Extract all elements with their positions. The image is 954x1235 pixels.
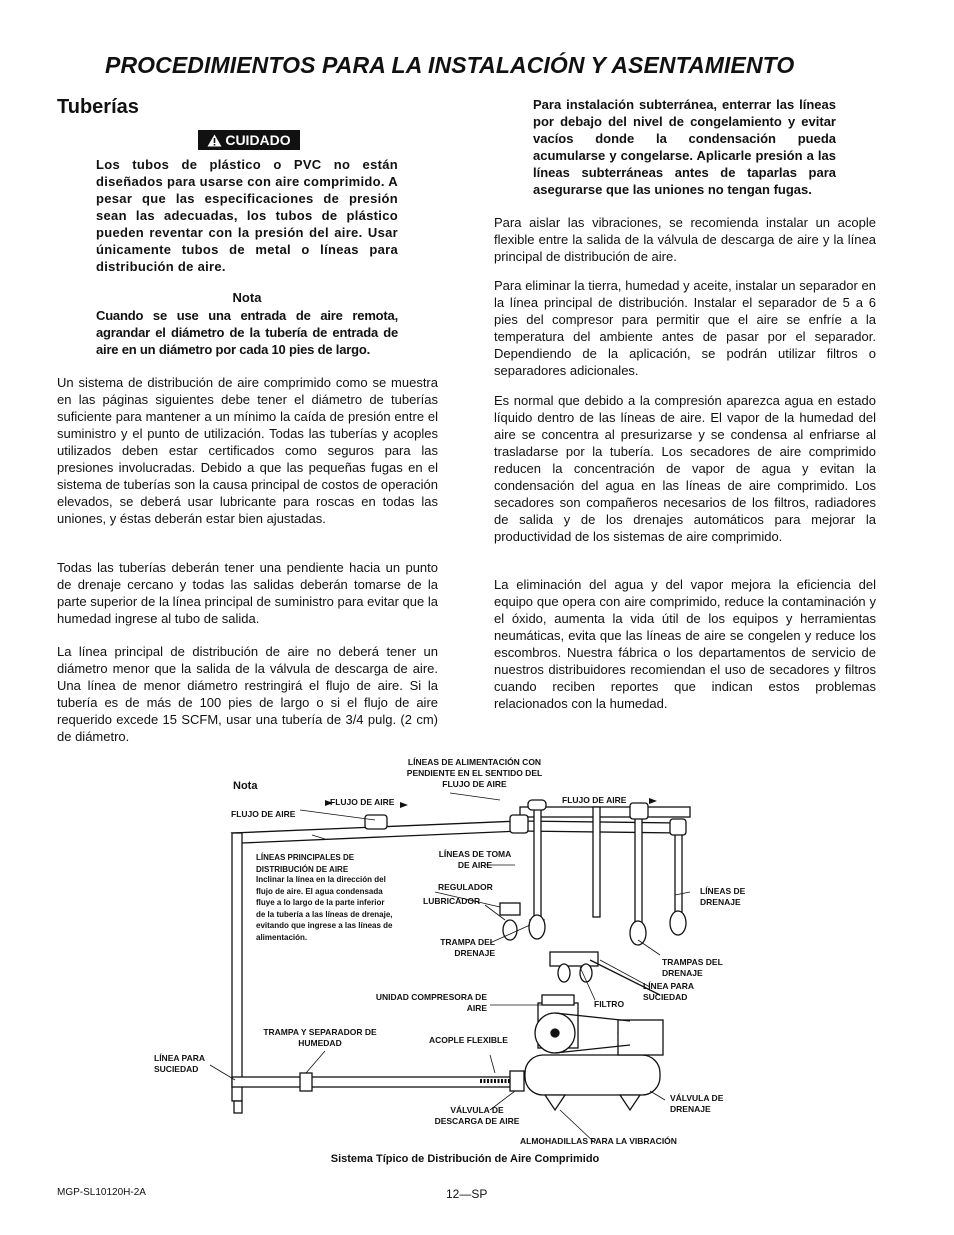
feed-lines-label: LÍNEAS DE ALIMENTACIÓN CON PENDIENTE EN EL SENTIDO DEL FLUJO DE AIRE — [406, 757, 543, 789]
vibration-pad — [620, 1095, 640, 1110]
bottom-line — [232, 1077, 517, 1087]
drain-lines-label: LÍNEAS DE DRENAJE — [700, 886, 746, 907]
discharge-valve-label: VÁLVULA DE DESCARGA DE AIRE — [434, 1105, 520, 1126]
drain-trap — [529, 915, 545, 939]
body-paragraph: La línea principal de distribución de aire no deberá tener un diámetro menor que la salida de la válvula de descarga de aire. Una línea de menor diámetro restringirá el flujo de aire. Si la tubería es de más de 100 pies de largo o si el flujo de aire requerido excede 15 SCFM, usar una tubería de 3/4 pulg. (2 cm) de diámetro. — [57, 644, 438, 744]
flexible-coupling-label: ACOPLE FLEXIBLE — [429, 1035, 508, 1045]
lubricator-label: LUBRICADOR — [423, 896, 481, 906]
body-paragraph: Es normal que debido a la compresión aparezca agua en estado líquido dentro de las líneas de aire. El vapor de la humedad del aire se concentra al presurizarse y se condensa al enfriarse al trasladarse por la tubería. Los secadores de aire comprimido reducen la concentración de vapor de agua y evitan la condensación del agua en las líneas de aire comprimido. Los secadores son compañeros necesarios de los filtros, radiadores de salida y de los drenajes automáticos para mejorar la productividad de los sistemas de aire comprimido. — [494, 393, 876, 544]
filter-assembly — [550, 952, 598, 966]
section-title: Tuberías — [57, 96, 139, 118]
dirt-line-label-right: LÍNEA PARA SUCIEDAD — [643, 981, 694, 1002]
drop-pipe-2 — [593, 807, 600, 917]
drop-pipe-1 — [534, 807, 541, 917]
body-paragraph: La eliminación del agua y del vapor mejora la eficiencia del equipo que opera con aire comprimido, reduce la contaminación y el óxido, aumenta la vida útil de los equipos y herramientas neumáticas, evita que las líneas de aire se congelen y reduce los escombros. Nuestra fábrica o los departamentos de servicio de nuestros distribuidores recomiendan el uso de secadores y filtros cuando reciben reportes que indican estos problemas relacionados con la humedad. — [494, 577, 876, 711]
drain-trap — [630, 921, 646, 945]
dirt-line-label-left: LÍNEA PARA SUCIEDAD — [154, 1053, 205, 1074]
main-lines-title: LÍNEAS PRINCIPALES DE DISTRIBUCIÓN DE AIRE — [256, 853, 355, 874]
fitting — [630, 803, 648, 819]
drain-valve-label: VÁLVULA DE DRENAJE — [670, 1093, 724, 1114]
airflow-label: FLUJO DE AIRE — [562, 795, 627, 805]
vibration-pad — [545, 1095, 565, 1110]
discharge-valve — [510, 1071, 524, 1091]
figure-caption: Sistema Típico de Distribución de Aire Comprimido — [330, 1153, 600, 1165]
fitting — [365, 815, 387, 829]
regulator — [500, 903, 520, 915]
caution-text: Los tubos de plástico o PVC no están diseñados para usarse con aire comprimido. A pesar que las especificaciones de presión sean las adecuadas, los tubos de plástico pueden reventar con la presión del aire. Usar únicamente tubos de metal o líneas para distribución de aire. — [96, 157, 398, 274]
document-code: MGP-SL10120H-2A — [57, 1187, 146, 1198]
flow-arrow — [400, 802, 408, 808]
body-paragraph: Para eliminar la tierra, humedad y aceite, instalar un separador en la línea principal de distribución. Instalar el separador de 5 a 6 pies del compresor para permitir que el aire se enfríe a la temperatura del ambiente antes de pasar por el separador. Dependiendo de la aplicación, se podrán utilizar filtros o separadores adicionales. — [494, 278, 876, 378]
warning-icon — [207, 134, 222, 147]
motor — [618, 1020, 663, 1055]
drop-pipe-3 — [635, 807, 642, 927]
left-drain — [234, 1101, 242, 1113]
filter-bowl — [558, 964, 570, 982]
pump-head — [542, 995, 574, 1005]
main-line — [232, 821, 680, 843]
vibration-pads-label: ALMOHADILLAS PARA LA VIBRACIÓN — [520, 1136, 677, 1146]
caution-badge — [198, 130, 300, 150]
intake-lines-label: LÍNEAS DE TOMA DE AIRE — [438, 849, 512, 870]
body-paragraph: Un sistema de distribución de aire comprimido como se muestra en las páginas siguientes debe tener el diámetro de tuberías suficiente para mantener a un mínimo la caída de presión entre el suministro y el punto de utilización. Todas las tuberías y acoples utilizados deben estar certificados como seguros para las presiones involucradas. Debido a que las pequeñas fugas en el sistema de tuberías son la causa principal de costos de operación elevados, se deberá usar lubricante para roscas en todas las uniones, y éstas deberán estar bien ajustadas. — [57, 375, 438, 526]
body-paragraph: Para aislar las vibraciones, se recomienda instalar un acople flexible entre la salida de la válvula de descarga de aire y la línea principal de distribución de aire. — [494, 215, 876, 264]
pulley-hub — [551, 1029, 559, 1037]
drain-trap-label: TRAMPA DEL DRENAJE — [440, 937, 495, 958]
distribution-diagram — [150, 755, 750, 1170]
page-number: 12—SP — [446, 1187, 488, 1201]
regulator-label: REGULADOR — [438, 882, 493, 892]
note-heading: Nota — [232, 290, 262, 305]
lubricator — [503, 920, 517, 940]
underground-warning: Para instalación subterránea, enterrar las líneas por debajo del nivel de congelamiento y evitar vacíos donde la condensación pueda acumularse y congelarse. Aplicarle presión a las líneas subterráneas antes de taparlas para asegurarse que las uniones no tengan fugas. — [533, 97, 836, 197]
diagram-note: Nota — [233, 780, 258, 792]
note-text: Cuando se use una entrada de aire remota, agrandar el diámetro de la tubería de entrada de aire en un diámetro por cada 10 pies de largo. — [96, 308, 398, 357]
trap-separator-label: TRAMPA Y SEPARADOR DE HUMEDAD — [263, 1027, 377, 1048]
drain-traps-label: TRAMPAS DEL DRENAJE — [662, 957, 723, 978]
compressor-unit-label: UNIDAD COMPRESORA DE AIRE — [375, 992, 487, 1013]
filter-label: FILTRO — [594, 999, 625, 1009]
caution-label: CUIDADO — [225, 132, 291, 148]
airflow-label: FLUJO DE AIRE — [231, 809, 296, 819]
drain-trap — [670, 911, 686, 935]
fitting — [670, 819, 686, 835]
body-paragraph: Todas las tuberías deberán tener una pendiente hacia un punto de drenaje cercano y todas las salidas deberán tomarse de la parte superior de la línea principal de suministro para evitar que la humedad ingrese al tubo de salida. — [57, 560, 438, 626]
fitting — [528, 800, 546, 810]
fitting — [510, 815, 528, 833]
main-lines-body: Inclinar la línea en la dirección del flujo de aire. El agua condensada fluye a lo largo de la parte inferior de la tubería a las líneas de drenaje, evitando que ingrese a las líneas de alimentación. — [256, 875, 393, 942]
moisture-separator — [300, 1073, 312, 1091]
flow-arrow — [649, 798, 657, 804]
compressor-tank — [525, 1055, 660, 1095]
page-title: PROCEDIMIENTOS PARA LA INSTALACIÓN Y ASENTAMIENTO — [105, 52, 795, 78]
airflow-label: FLUJO DE AIRE — [330, 797, 395, 807]
left-vertical-pipe — [232, 833, 242, 1101]
